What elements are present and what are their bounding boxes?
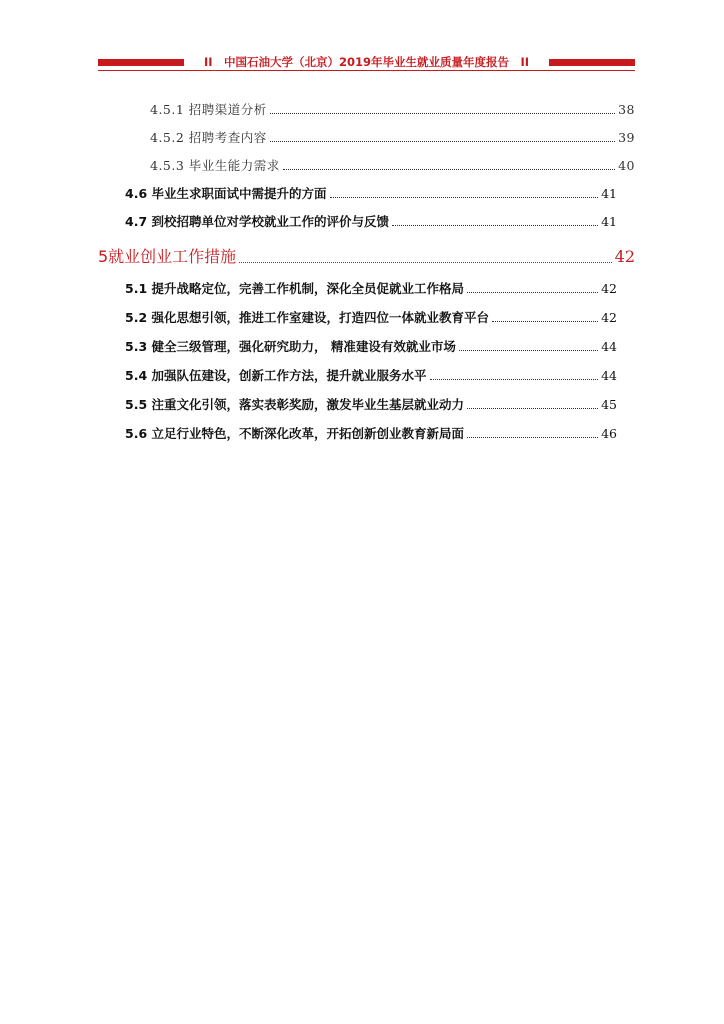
header-bar-left <box>98 59 184 66</box>
toc-page-number: 41 <box>601 186 617 201</box>
toc-leader <box>270 140 615 142</box>
toc-entry-5-1[interactable] <box>125 279 617 297</box>
toc-page-number: 44 <box>601 368 617 383</box>
toc-label: 4.7 到校招聘单位对学校就业工作的评价与反馈 <box>125 214 389 229</box>
toc-page-number: 45 <box>601 397 617 412</box>
toc-entry-4-5-3[interactable] <box>150 156 635 174</box>
toc-leader <box>330 196 599 198</box>
toc-entry-chapter-5[interactable] <box>98 244 635 267</box>
toc-label: 5.5 注重文化引领，落实表彰奖励，激发毕业生基层就业动力 <box>125 397 464 412</box>
toc-entry-4-5-1[interactable] <box>150 100 635 118</box>
toc-entry-4-6[interactable] <box>125 184 617 202</box>
toc-page-number: 42 <box>614 247 635 266</box>
toc-entry-4-7[interactable] <box>125 212 617 230</box>
toc-leader <box>239 261 611 263</box>
page-header <box>98 56 635 74</box>
toc-label: 5.1 提升战略定位，完善工作机制，深化全员促就业工作格局 <box>125 281 464 296</box>
toc-page-number: 42 <box>601 281 617 296</box>
toc-leader <box>392 224 598 226</box>
header-bar-right <box>549 59 635 66</box>
toc-leader <box>467 291 598 293</box>
toc-label: 4.6 毕业生求职面试中需提升的方面 <box>125 186 327 201</box>
toc-label: 5.6 立足行业特色，不断深化改革，开拓创新创业教育新局面 <box>125 426 464 441</box>
toc-leader <box>467 407 598 409</box>
toc-entry-5-3[interactable] <box>125 337 617 355</box>
header-title: II 中国石油大学（北京）2019年毕业生就业质量年度报告 II <box>203 55 530 69</box>
toc-label: 5.4 加强队伍建设，创新工作方法，提升就业服务水平 <box>125 368 427 383</box>
toc-entry-5-6[interactable] <box>125 424 617 442</box>
toc-page-number: 42 <box>601 310 617 325</box>
toc-label: 5.2 强化思想引领，推进工作室建设，打造四位一体就业教育平台 <box>125 310 489 325</box>
header-rule <box>98 70 635 71</box>
toc-label: 4.5.1 招聘渠道分析 <box>150 102 267 117</box>
toc-leader <box>459 349 598 351</box>
toc-leader <box>492 320 598 322</box>
toc-entry-4-5-2[interactable] <box>150 128 635 146</box>
toc-entry-5-5[interactable] <box>125 395 617 413</box>
toc-page-number: 38 <box>618 102 635 117</box>
toc-leader <box>430 378 599 380</box>
toc-page-number: 40 <box>618 158 635 173</box>
toc-label: 4.5.3 毕业生能力需求 <box>150 158 280 173</box>
toc-entry-5-2[interactable] <box>125 308 617 326</box>
toc-page-number: 46 <box>601 426 617 441</box>
toc-page-number: 44 <box>601 339 617 354</box>
toc-page-number: 39 <box>618 130 635 145</box>
toc-label: 4.5.2 招聘考查内容 <box>150 130 267 145</box>
toc-leader <box>467 436 598 438</box>
toc-label: 5.3 健全三级管理，强化研究助力， 精准建设有效就业市场 <box>125 339 456 354</box>
toc-page-number: 41 <box>601 214 617 229</box>
toc-entry-5-4[interactable] <box>125 366 617 384</box>
toc-leader <box>283 168 615 170</box>
toc-label: 5就业创业工作措施 <box>98 247 237 266</box>
toc-leader <box>270 112 615 114</box>
